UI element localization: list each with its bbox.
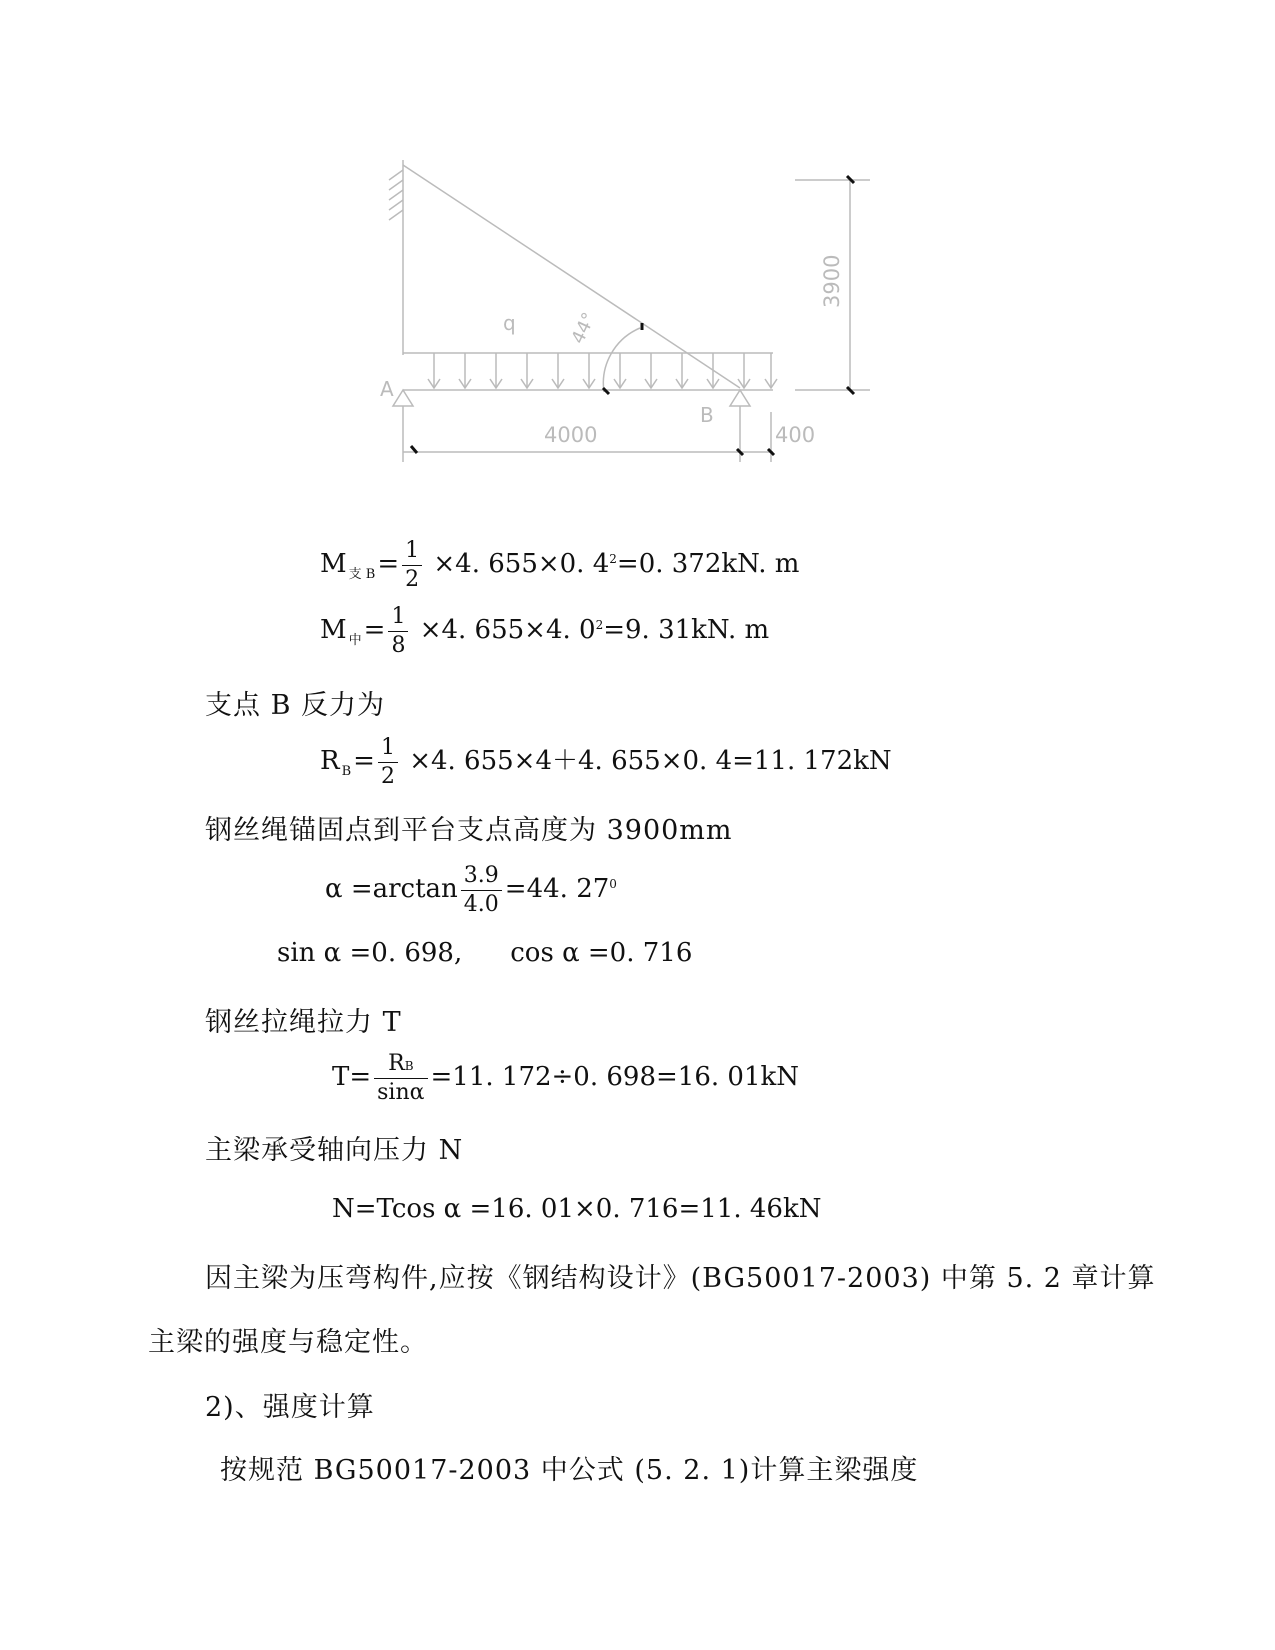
dim-height-label: 3900 bbox=[820, 254, 844, 308]
paragraph-line-1: 因主梁为压弯构件,应按《钢结构设计》(BG50017-2003) 中第 5. 2 章计算 bbox=[205, 1263, 1156, 1294]
paragraph-line-2: 主梁的强度与稳定性。 bbox=[148, 1327, 428, 1358]
equation-trig: sin α =0. 698, cos α =0. 716 bbox=[277, 938, 693, 968]
fraction: $\frac{1}{2}$ bbox=[378, 734, 398, 790]
text-axial: 主梁承受轴向压力 N bbox=[205, 1135, 464, 1166]
equation-reaction: R $_B$= $\frac{1}{2}$ ×4. 655×4＋4. 655×0. 4=11. 172kN bbox=[320, 735, 892, 789]
text-reaction: 支点 B 反力为 bbox=[205, 690, 386, 721]
dim-span-label: 4000 bbox=[544, 423, 598, 447]
fraction: $\frac{1}{2}$ bbox=[402, 537, 422, 593]
fraction: $\frac{1}{8}$ bbox=[388, 603, 408, 659]
angle-label: 44° bbox=[567, 309, 601, 348]
equation-tension: T= $\frac{RB}{\sin\alpha}$ =11. 172÷0. 698=16. 01kN bbox=[332, 1051, 799, 1105]
equation-moment-mid: M $_中$= $\frac{1}{8}$ ×4. 655×4. $0^2=9$. 31kN. m bbox=[320, 604, 770, 658]
label-a: A bbox=[380, 377, 394, 401]
angle-arc bbox=[603, 328, 640, 392]
support-a bbox=[393, 390, 413, 406]
fraction: $\frac{RB}{\sin\alpha}$ bbox=[374, 1050, 427, 1106]
beam-diagram bbox=[0, 0, 1275, 470]
text-formula-ref: 按规范 BG50017-2003 中公式 (5. 2. 1)计算主梁强度 bbox=[220, 1455, 919, 1486]
label-b: B bbox=[700, 403, 714, 427]
text-anchor-height: 钢丝绳锚固点到平台支点高度为 3900mm bbox=[205, 815, 733, 846]
dim-overhang-label: 400 bbox=[775, 423, 816, 447]
section-heading: 2)、强度计算 bbox=[205, 1392, 375, 1423]
label-q: q bbox=[503, 311, 516, 335]
equation-axial: N=Tcos α =16. 01×0. 716=11. 46kN bbox=[332, 1194, 822, 1224]
cable-line bbox=[403, 165, 740, 388]
equation-moment-support: M $_{支 B}$= $\frac{1}{2}$ ×4. 655×0. $4^2=0$. 372kN. m bbox=[320, 538, 800, 592]
support-b bbox=[730, 390, 750, 406]
fraction: $\frac{3.9}{4.0}$ bbox=[461, 862, 502, 918]
equation-angle: α =arctan $\frac{3.9}{4.0}$ =44. $27^0$ bbox=[325, 863, 617, 917]
text-tension: 钢丝拉绳拉力 T bbox=[205, 1007, 402, 1038]
load-arrows bbox=[428, 353, 777, 388]
wall-hatching bbox=[389, 170, 403, 220]
